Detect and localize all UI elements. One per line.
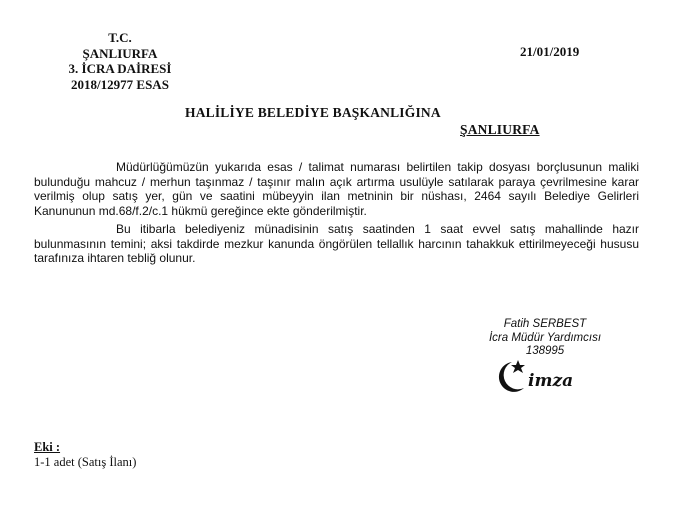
issuer-office: 3. İCRA DAİRESİ [68,61,172,76]
attachment-item: 1-1 adet (Satış İlanı) [34,455,137,469]
body-paragraph-2: Bu itibarla belediyeniz münadisinin satış saatinden 1 saat evvel satış mahallinde hazır bulunmasının temini; aksi takdirde mezkur kanunda öngörülen tellallık harcının tahakkuk ettirilmeyeceği hususu tarafınıza ihtaren tebliğ olunur. [34,222,639,265]
file-number: 2018/12977 ESAS [71,76,169,92]
addressee-city: ŞANLIURFA [460,122,540,137]
signer-name: Fatih SERBEST [503,318,587,330]
issuer-country: T.C. [108,30,132,45]
document-date: 21/01/2019 [520,44,580,59]
attachments-label: Eki : [34,440,61,454]
seal-text: imza [528,371,574,391]
letter-body [34,160,639,270]
body-paragraph-1: Müdürlüğümüzün yukarıda esas / talimat numarası belirtilen takip dosyası borçlusunun maliki bulunduğu mahcuz / merhun taşınmaz / taşınır malın açık artırma usulüyle satılarak paraya çevrilmesine karar verilmiş olup satış yer, gün ve saatini mübeyyin ilan metninin bir nüshası, 2464 sayılı Belediye Gelirleri Kanununun md.68/f.2/c.1 hükmü gereğince ekte gönderilmiştir. [34,160,639,218]
signature-block [460,318,630,359]
addressee [185,104,540,138]
issuer-city: ŞANLIURFA [82,45,158,61]
e-signature-seal-icon [484,356,604,396]
signer-number: 138995 [525,345,565,357]
addressee-name: HALİLİYE BELEDİYE BAŞKANLIĞINA [185,105,441,120]
issuer-header [20,30,220,92]
signer-title: İcra Müdür Yardımcısı [488,331,602,344]
attachments-section [34,440,136,470]
